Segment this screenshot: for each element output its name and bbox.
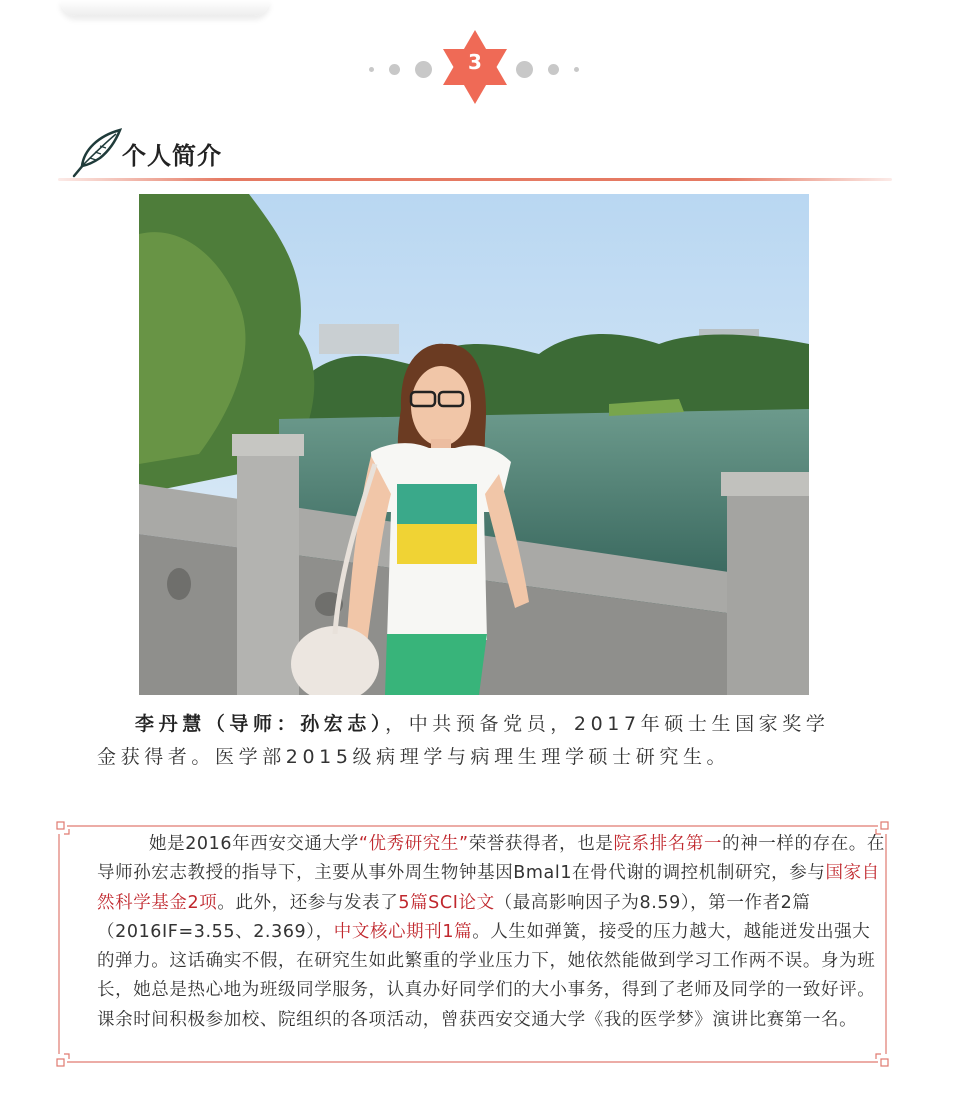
bio-text: 。人生如弹簧，接受的压力越大，越能迸发出强大的弹力。这话确实不假，在研究生如此繁重的学业压力下，她依然能做到学习工作两不误。身为班长，她总是热心地为班级同学服务，认真办好同学们的大小事务，得到了老师及同学的一致好评。课余时间积极参加校、院组织的各项活动，曾获西安交通大学《我的医学梦》演讲比赛第一名。 (97, 921, 876, 1030)
intro-paragraph (97, 708, 837, 774)
top-card-shadow (60, 0, 270, 16)
bio-highlight: “优秀研究生” (358, 834, 469, 854)
bio-text: 荣誉获得者，也是 (468, 834, 614, 854)
dot (516, 61, 533, 78)
student-name: 李丹慧（导师：孙宏志） (135, 713, 386, 735)
section-header (58, 126, 892, 182)
section-title: 个人简介 (122, 142, 222, 170)
biography-box (55, 820, 890, 1068)
dot (415, 61, 432, 78)
bio-highlight: 5篇SCI论文 (398, 892, 495, 913)
badge-number: 3 (468, 50, 482, 74)
feather-icon (70, 128, 122, 178)
bio-highlight: 中文核心期刊1篇 (333, 921, 473, 942)
dot (389, 64, 400, 75)
dot (369, 67, 374, 72)
bio-text: 。此外，还参与发表了 (217, 892, 399, 913)
portrait-photo (139, 194, 809, 695)
header-divider (58, 178, 892, 181)
dot (574, 67, 579, 72)
bio-text: 她是2016年西安交通大学 (149, 834, 359, 854)
biography-text (97, 830, 887, 1035)
bio-highlight: 国家自然科学基金2项 (97, 863, 880, 913)
bio-highlight: 院系排名第一 (613, 834, 723, 854)
bio-text: （最高影响因子为8.59），第一作者2篇（2016IF=3.55、2.369）， (97, 892, 811, 942)
intro-text: ，中共预备党员，2017年硕士生国家奖学金获得者。医学部2015级病理学与病理生理学硕士研究生。 (97, 713, 830, 768)
dot (548, 64, 559, 75)
bio-text: 的神一样的存在。在导师孙宏志教授的指导下，主要从事外周生物钟基因Bmal1在骨代谢的调控机制研究，参与 (97, 834, 886, 884)
